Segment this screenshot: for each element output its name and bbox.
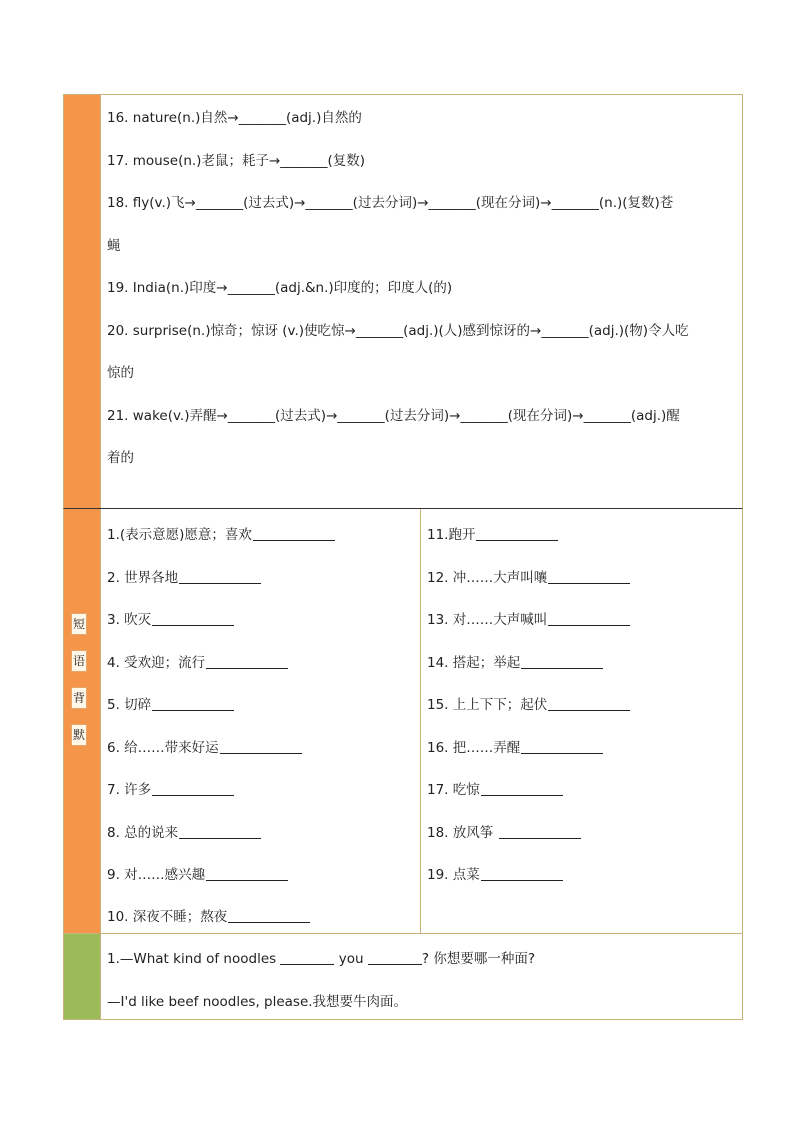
vocab-line: 惊的 bbox=[107, 365, 134, 381]
phrase-item: 5. 切碎 bbox=[107, 693, 234, 713]
side-label-char: 短 bbox=[71, 613, 87, 635]
phrase-item: 6. 给……带来好运 bbox=[107, 736, 302, 756]
answer-blank[interactable] bbox=[548, 569, 630, 584]
side-label-char: 语 bbox=[71, 650, 87, 672]
phrases-sidebar bbox=[64, 509, 101, 933]
phrase-item: 16. 把……弄醒 bbox=[427, 736, 603, 756]
answer-blank[interactable] bbox=[179, 569, 261, 584]
answer-blank[interactable] bbox=[228, 908, 310, 923]
sentences-section bbox=[63, 934, 743, 1020]
phrase-item: 3. 吹灭 bbox=[107, 608, 234, 628]
vocab-line: 19. India(n.)印度→_______(adj.&n.)印度的；印度人(的) bbox=[107, 280, 453, 296]
answer-blank[interactable] bbox=[179, 824, 261, 839]
answer-blank[interactable] bbox=[521, 654, 603, 669]
phrase-item: 18. 放风筝 bbox=[427, 821, 581, 841]
vocab-lines bbox=[107, 97, 741, 480]
side-label-char: 默 bbox=[71, 724, 87, 746]
phrases-right-column bbox=[421, 509, 742, 933]
phrases-content bbox=[101, 509, 742, 933]
answer-blank[interactable] bbox=[548, 611, 630, 626]
sentence-answer: —I'd like beef noodles, please.我想要牛肉面。 bbox=[107, 994, 408, 1010]
answer-blank[interactable] bbox=[220, 739, 302, 754]
phrase-item: 15. 上上下下；起伏 bbox=[427, 693, 630, 713]
vocab-line: 16. nature(n.)自然→_______(adj.)自然的 bbox=[107, 110, 362, 126]
phrase-item: 7. 许多 bbox=[107, 778, 234, 798]
answer-blank[interactable] bbox=[476, 526, 558, 541]
phrase-item: 9. 对……感兴趣 bbox=[107, 863, 288, 883]
side-label-char: 背 bbox=[71, 687, 87, 709]
phrase-item: 19. 点菜 bbox=[427, 863, 563, 883]
answer-blank[interactable] bbox=[280, 950, 334, 965]
phrase-item: 14. 搭起；举起 bbox=[427, 651, 603, 671]
vocab-line: 18. fly(v.)飞→_______(过去式)→_______(过去分词)→_______(现在分词)→_______(n.)(复数)苍 bbox=[107, 195, 674, 211]
sentences-content bbox=[101, 934, 742, 1019]
phrase-item: 11.跑开 bbox=[427, 523, 558, 543]
phrases-section bbox=[63, 509, 743, 934]
phrase-item: 8. 总的说来 bbox=[107, 821, 261, 841]
answer-blank[interactable] bbox=[368, 950, 422, 965]
worksheet-table bbox=[63, 94, 743, 1020]
sentence-question: 1.—What kind of noodles you ? 你想要哪一种面? bbox=[107, 951, 535, 967]
phrase-item: 1.(表示意愿)愿意；喜欢 bbox=[107, 523, 335, 543]
vocab-line: 蝇 bbox=[107, 237, 121, 254]
answer-blank[interactable] bbox=[206, 866, 288, 881]
phrase-item: 4. 受欢迎；流行 bbox=[107, 651, 288, 671]
phrase-item: 10. 深夜不睡；熬夜 bbox=[107, 905, 310, 925]
phrase-item: 12. 冲……大声叫嚷 bbox=[427, 566, 630, 586]
vocab-line: 21. wake(v.)弄醒→_______(过去式)→_______(过去分词)→_______(现在分词)→_______(adj.)醒 bbox=[107, 407, 680, 424]
vocab-line: 17. mouse(n.)老鼠；耗子→_______(复数) bbox=[107, 152, 366, 169]
vocab-line: 20. surprise(n.)惊奇；惊讶 (v.)使吃惊→_______(adj.)(人)感到惊讶的→_______(adj.)(物)令人吃 bbox=[107, 322, 689, 339]
vocab-sidebar bbox=[64, 95, 101, 508]
answer-blank[interactable] bbox=[481, 781, 563, 796]
answer-blank[interactable] bbox=[499, 824, 581, 839]
answer-blank[interactable] bbox=[521, 739, 603, 754]
phrases-left-column bbox=[101, 509, 421, 933]
answer-blank[interactable] bbox=[152, 611, 234, 626]
answer-blank[interactable] bbox=[253, 526, 335, 541]
phrases-side-label bbox=[71, 613, 87, 746]
answer-blank[interactable] bbox=[481, 866, 563, 881]
phrase-item: 17. 吃惊 bbox=[427, 778, 563, 798]
answer-blank[interactable] bbox=[152, 696, 234, 711]
vocab-section bbox=[63, 94, 743, 509]
answer-blank[interactable] bbox=[152, 781, 234, 796]
vocab-content bbox=[101, 95, 742, 508]
answer-blank[interactable] bbox=[548, 696, 630, 711]
sentences-sidebar bbox=[64, 934, 101, 1019]
vocab-line: 着的 bbox=[107, 450, 134, 466]
phrase-item: 13. 对……大声喊叫 bbox=[427, 608, 630, 628]
answer-blank[interactable] bbox=[206, 654, 288, 669]
phrase-item: 2. 世界各地 bbox=[107, 566, 261, 586]
